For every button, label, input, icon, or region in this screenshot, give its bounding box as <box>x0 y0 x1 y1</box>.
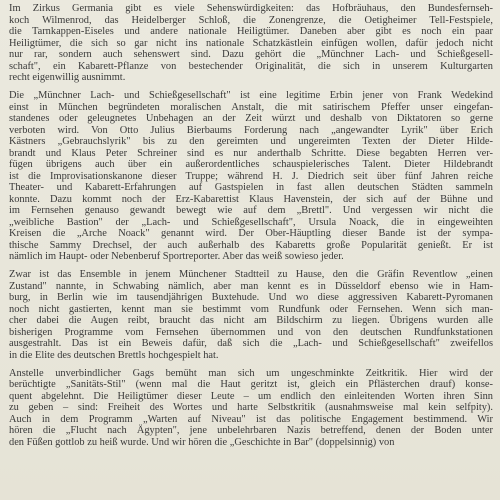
text-line: Kästners „Gebrauchslyrik" bis zu den gereimten und ungereimten Texten der Dieter Hilde- <box>9 136 493 147</box>
text-line: koch Wilmenrod, das Heidelberger Schloß, die Zonengrenze, die Oetigheimer Tell-Festspiele, <box>9 14 493 26</box>
text-line: brandt und Klaus Peter Schreiner sind es nur anderthalb Schritte. Diese begabten Herren ver- <box>9 147 493 159</box>
text-line: Theater- und Kabarett-Erfahrungen auf Gastspielen in fast allen deutschen Städten sammeln <box>9 182 493 193</box>
text-line: „weibliche Bastion" der „Lach- und Schießgesellschaft", Ursula Noack, die in eingeweihten <box>9 216 493 228</box>
text-line: ausgestrahlt. Das ist ein Beweis dafür, daß sich die „Lach- und Schießgesellschaft" zweifellos <box>9 338 493 349</box>
text-line: im Fernsehen genauso gewandt bewegt wie auf dem „Brettl". Und vergessen wir nicht die <box>9 205 493 216</box>
text-line: Kreisen die „Arche Noack" genannt wird. Der Ober-Häuptling dieser Bande ist der sympa- <box>9 228 493 239</box>
text-line: Heiligtümer, die sich so gar nicht ins nationale Schatzkästlein einfügen wollen, dafür jedoch nicht <box>9 37 493 49</box>
text-line: Anstelle unverbindlicher Gags bemüht man sich um ungeschminkte Zeitkritik. Hier wird der <box>9 367 493 379</box>
text-line: schaft", ein Kabarett-Pflanze von bestechender Originalität, die sich in unserem Kulturgarten <box>9 60 493 72</box>
text-line: recht eigenwillig ausnimmt. <box>9 72 126 83</box>
text-line: Zustand" nannte, in Schwabing nämlich, aber man kennt es in Düsseldorf ebenso wie in Ham- <box>9 280 493 292</box>
text-line: Die „Münchner Lach- und Schießgesellschaft" ist eine legitime Erbin jener von Frank Wedekind <box>9 90 493 101</box>
text-line: thische Sammy Drechsel, der auch außerhalb des Kabaretts große Popularität genießt. Er ist <box>9 239 493 251</box>
paragraph <box>9 90 493 263</box>
text-line: standenes oder geleugnetes Unbehagen an der Zeit würzt und deshalb von Diktatoren so gerne <box>9 113 493 124</box>
text-line: Auch in dem Programm „Warten auf Niveau" ist das politische Engagement bestimmend. Wir <box>9 413 493 425</box>
text-line: konnte. Dazu kommt noch der Erz-Kabarettist Klaus Havenstein, der sich auf der Bühne und <box>9 193 493 205</box>
text-line: den Füßen gottlob zu heiß wurde. Und wir hören die „Geschichte in Bar" (doppelsinnig) von <box>9 436 395 448</box>
text-line: nur rar, sondern auch sehenswert sind. Dazu gehört die „Münchner Lach- und Schießgesell- <box>9 49 493 60</box>
text-line: zu geben – sind: Freiheit des Wortes und harte Selbstkritik (ausnahmsweise mal kein selfpity). <box>9 402 493 413</box>
text-line: noch nicht gastierten, kennt man sie bestimmt vom Rundfunk oder Fernsehen. Wenn sich man- <box>9 303 493 315</box>
paragraph <box>9 3 493 84</box>
text-line: verboten wird. Von Otto Julius Bierbaums Forderung nach „angewandter Lyrik" über Erich <box>9 124 493 136</box>
text-line: fügen übrigens auch über ein außerordentliches schauspielerisches Talent. Dieter Hildebrandt <box>9 159 493 170</box>
paragraph <box>9 368 493 449</box>
text-line: nämlich im Haupt- oder Nebenberuf Sportreporter. Aber das weiß sowieso jeder. <box>9 251 344 262</box>
text-line: bisherigen Programme vom Fernsehen übernommen und von den deutschen Rundfunkstationen <box>9 326 493 338</box>
text-line: Im Zirkus Germania gibt es viele Sehenswürdigkeiten: das Hofbräuhaus, den Bundesfernseh- <box>9 3 493 14</box>
text-line: quent abgelehnt. Die Heiligtümer dieser Leute – um endlich den einleitenden Worten ihren Sinn <box>9 390 493 402</box>
text-line: in die Elite des deutschen Brettls hochgespielt hat. <box>9 349 219 361</box>
text-line: hören die „Flucht nach Ägypten", jene unbelehrbaren Nazis betreffend, denen der Boden unter <box>9 425 493 436</box>
text-line: ist die Improvisationskanone dieser Truppe; während H. J. Diedrich seit über fünf Jahren reiche <box>9 170 493 182</box>
text-line: burg, in Berlin wie im tausendjährigen Buxtehude. Und wo diese aggressiven Kabarett-Pyromanen <box>9 292 493 303</box>
text-line: Zwar ist das Ensemble in jenem Münchener Stadtteil zu Hause, den die Gräfin Reventlow „einen <box>9 269 493 280</box>
article-text <box>9 3 493 455</box>
text-line: einst in München begründeten moralischen Anstalt, die mit satirischem Pfeffer unser eingefan- <box>9 101 493 113</box>
text-line: die Tarnkappen-Eiseles und andere nationale Heiligtümer. Daneben aber gibt es noch ein paar <box>9 26 493 37</box>
text-line: berüchtigte „Sanitäts-Stil" (wenn mal die Haut geritzt ist, gleich ein Pflästerchen drauf) konse- <box>9 379 493 390</box>
paragraph <box>9 269 493 361</box>
text-line: cher dabei die Augen reibt, braucht das nicht am Bildschirm zu liegen. Übrigens wurden alle <box>9 315 493 326</box>
